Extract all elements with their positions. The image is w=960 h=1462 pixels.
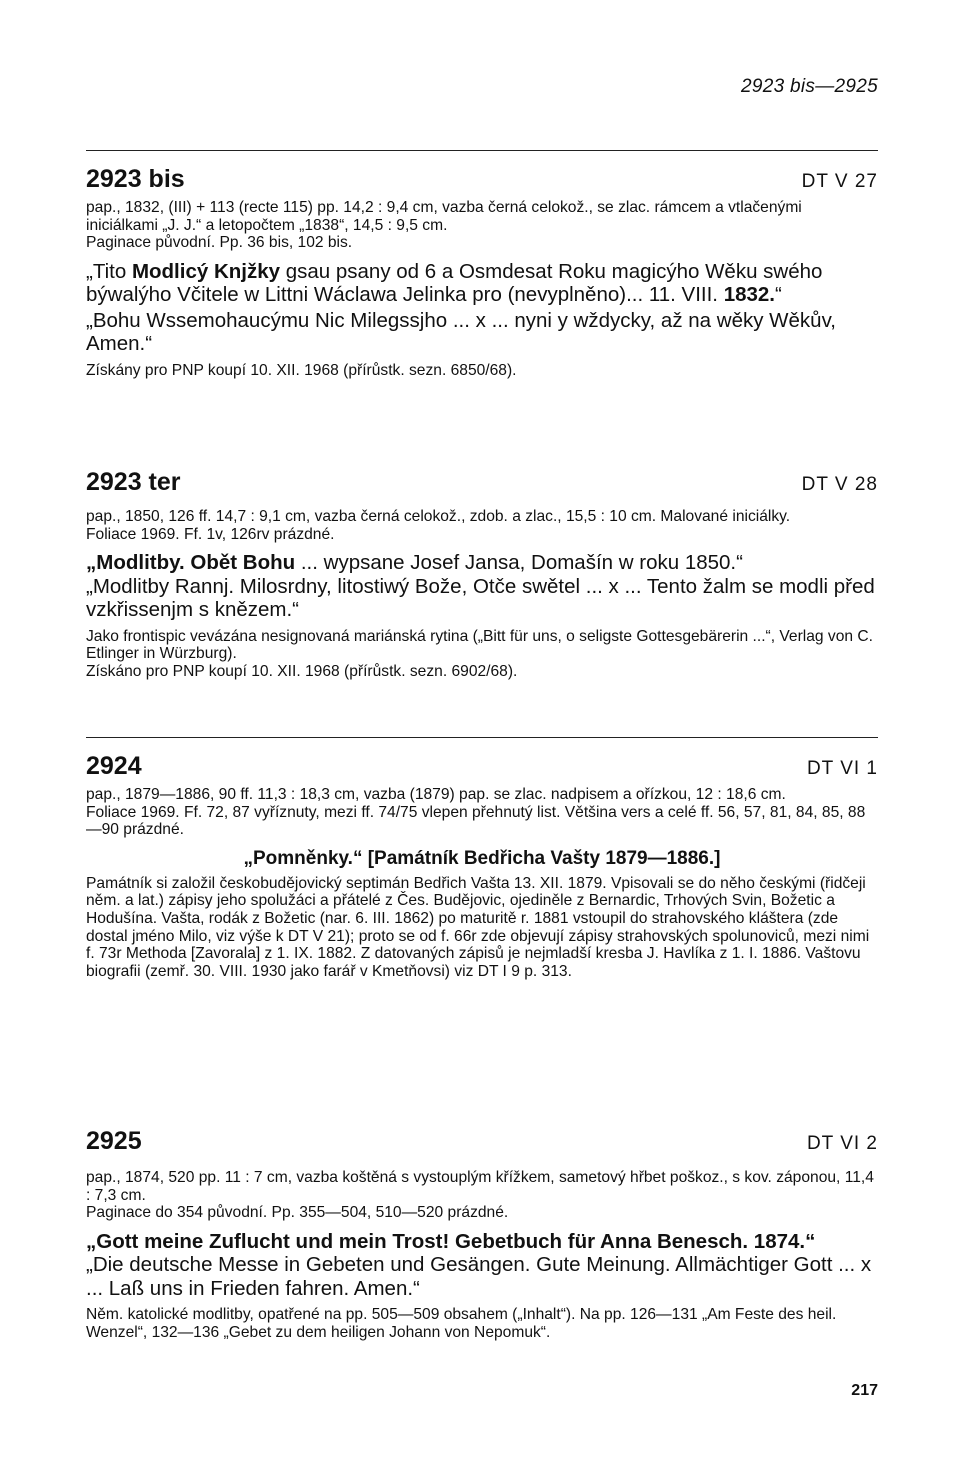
entry-number: 2924 [86,752,142,780]
page [86,0,878,1462]
shelf-mark: DT V 28 [801,474,878,495]
pagination-note: Paginace do 354 původní. Pp. 355—504, 510—520 prázdné. [86,1204,509,1222]
entry-number: 2925 [86,1127,142,1155]
page-number: 217 [851,1382,878,1399]
entry-number: 2923 ter [86,468,181,496]
shelf-mark: DT VI 1 [806,758,878,779]
entry-header [86,468,878,502]
shelf-mark: DT VI 2 [806,1133,878,1154]
title: „Gott meine Zuflucht und mein Trost! Gebetbuch für Anna Benesch. 1874.“ [86,1229,816,1253]
divider [86,737,878,738]
entry-2923-bis [86,150,878,379]
entry-header [86,165,878,199]
title: „Modlitby. Obět Bohu ... wypsane Josef Jansa, Domašín w roku 1850.“ [86,551,743,575]
content-note: Něm. katolické modlitby, opatřené na pp. 505—509 obsahem („Inhalt“). Na pp. 126—131 „Am Feste des heil. Wenzel“, 132—136 „Gebet zu dem heiligen Johann von Nepomuk“. [86,1306,837,1341]
entry-header [86,752,878,786]
acquisition-note: Získány pro PNP koupí 10. XII. 1968 (přírůstk. sezn. 6850/68). [86,361,517,379]
physical-description: pap., 1832, (III) + 113 (recte 115) pp. 14,2 : 9,4 cm, vazba černá celokož., se zlac. rámcem a vtlačenými iniciálkami „J. J.“ a letopočtem „1838“, 14,5 : 9,5 cm. [86,199,802,234]
content-note: Památník si založil českobudějovický septimán Bedřich Vašta 13. XII. 1879. Vpisovali se do něho českými (řidčeji něm. a lat.) zápisy jeho spolužáci a přátelé z Čes. Budějovic, ojediněle z Bernardic, Trhových Svin, Božetic a Hodušína. Vašta, rodák z Božetic (nar. 6. III. 1862) po maturitě r. 1881 vstoupil do strahovského kláštera (zde dostal jméno Milo, viz výše k DT V 21); proto se od f. 66r zde objevují zápisy strahovských spolunoviců, mezi nimi f. 73r Methoda [Zavorala] z 1. IX. 1882. Z datovaných zápisů je nejmladší kresba J. Havlíka z 1. I. 1886. Vaštovu biografii (zemř. 30. VIII. 1930 jako farář v Kmetňovsi) viz DT I 9 p. 313. [86,874,870,980]
incipit: „Bohu Wssemohaucýmu Nic Milegssjho ... x ... nyni y wždycky, až na wěky Wěkův, Amen.“ [86,308,837,356]
incipit: „Modlitby Rannj. Milosrdny, litostiwý Bože, Otče swětel ... x ... Tento žalm se modli před vzkřissenjm s knězem.“ [86,574,875,622]
shelf-mark: DT V 27 [801,171,878,192]
physical-description: pap., 1874, 520 pp. 11 : 7 cm, vazba koštěná s vystouplým křížkem, sametový hřbet poškoz., s kov. záponou, 11,4 : 7,3 cm. [86,1169,874,1204]
entry-2925 [86,1127,878,1341]
pagination-note: Paginace původní. Pp. 36 bis, 102 bis. [86,234,353,252]
acquisition-note: Získáno pro PNP koupí 10. XII. 1968 (přírůstk. sezn. 6902/68). [86,662,518,680]
foliation-note: Foliace 1969. Ff. 72, 87 vyříznuty, mezi ff. 74/75 vlepen přehnutý list. Většina vers a celé ff. 56, 57, 81, 84, 85, 88—90 prázdné. [86,803,866,839]
foliation-note: Foliace 1969. Ff. 1v, 126rv prázdné. [86,525,335,543]
entry-header [86,1127,878,1161]
divider [86,150,878,151]
title: „Pomněnky.“ [Památník Bedřicha Vašty 1879—1886.] [243,847,721,869]
physical-description: pap., 1850, 126 ff. 14,7 : 9,1 cm, vazba černá celokož., zdob. a zlac., 15,5 : 10 cm. Malované iniciálky. [86,508,791,525]
entry-2923-ter [86,468,878,680]
binding-note: Jako frontispic vevázána nesignovaná mariánská rytina („Bitt für uns, o seligste Gottesgebärerin ...“, Verlag von C. Etlinger in Würzburg). [86,627,874,663]
title: „Tito Modlicý Knjžky gsau psany od 6 a Osmdesat Roku magicýho Wěku swého býwalýho Včitele w Littni Wáclawa Jelinka pro (nevyplněno)... 11. VIII. 1832.“ [86,259,823,307]
physical-description: pap., 1879—1886, 90 ff. 11,3 : 18,3 cm, vazba (1879) pap. se zlac. nadpisem a ořízkou, 12 : 18,6 cm. [86,786,786,803]
incipit: „Die deutsche Messe in Gebeten und Gesängen. Gute Meinung. Allmächtiger Gott ... x ... Laß uns in Frieden fahren. Amen.“ [86,1253,872,1300]
running-head: 2923 bis—2925 [740,76,878,97]
entry-number: 2923 bis [86,165,185,193]
entry-2924 [86,737,878,980]
